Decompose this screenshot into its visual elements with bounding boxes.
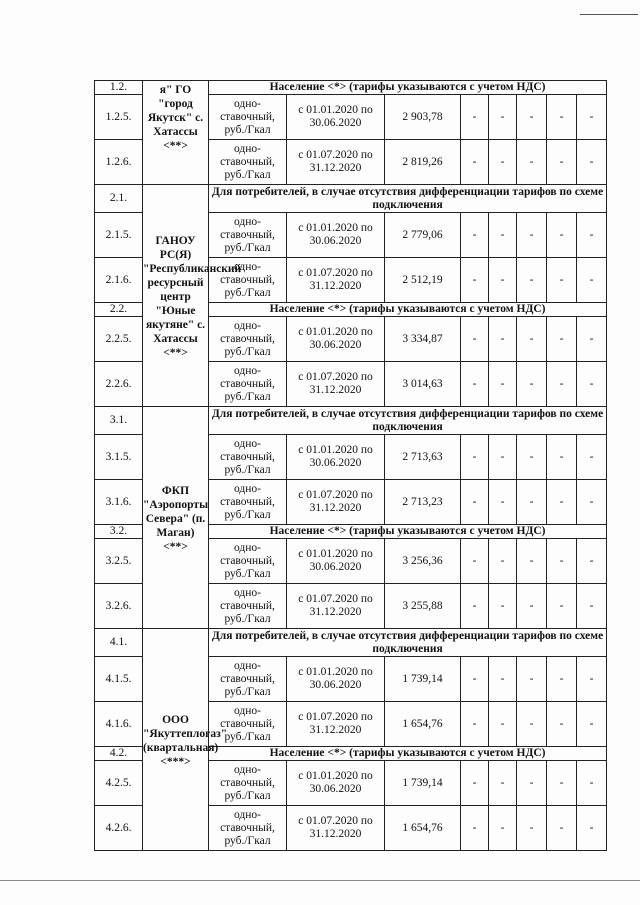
empty-cell-dash: - <box>517 258 547 303</box>
empty-cell-dash: - <box>517 539 547 584</box>
row-number: 3.2.6. <box>95 584 143 629</box>
tariff-unit: одно-ставочный, руб./Гкал <box>209 657 287 702</box>
organization-name: я" ГО "город Якутск" с. Хатассы <**> <box>143 81 209 185</box>
empty-cell-dash: - <box>489 657 517 702</box>
empty-cell-dash: - <box>547 806 577 851</box>
empty-cell-dash: - <box>547 435 577 480</box>
empty-cell-dash: - <box>489 480 517 525</box>
tariff-value: 2 819,26 <box>385 140 461 185</box>
empty-cell-dash: - <box>461 213 489 258</box>
section-header: Население <*> (тарифы указываются с учетом НДС) <box>209 525 607 539</box>
tariff-unit: одно-ставочный, руб./Гкал <box>209 761 287 806</box>
tariff-unit: одно-ставочный, руб./Гкал <box>209 95 287 140</box>
empty-cell-dash: - <box>577 584 607 629</box>
row-number: 2.1.6. <box>95 258 143 303</box>
empty-cell-dash: - <box>489 213 517 258</box>
empty-cell-dash: - <box>461 435 489 480</box>
empty-cell-dash: - <box>517 317 547 362</box>
tariff-period: с 01.01.2020 по 30.06.2020 <box>287 435 385 480</box>
empty-cell-dash: - <box>461 584 489 629</box>
empty-cell-dash: - <box>577 539 607 584</box>
empty-cell-dash: - <box>517 140 547 185</box>
empty-cell-dash: - <box>489 584 517 629</box>
empty-cell-dash: - <box>577 258 607 303</box>
empty-cell-dash: - <box>547 584 577 629</box>
empty-cell-dash: - <box>517 435 547 480</box>
empty-cell-dash: - <box>461 140 489 185</box>
empty-cell-dash: - <box>547 539 577 584</box>
empty-cell-dash: - <box>517 480 547 525</box>
row-number: 3.1.5. <box>95 435 143 480</box>
section-header: Население <*> (тарифы указываются с учетом НДС) <box>209 81 607 95</box>
section-header: Для потребителей, в случае отсутствия дифференциации тарифов по схеме подключения <box>209 629 607 657</box>
organization-name: ООО "Якуттеплогаз" (квартальная) <***> <box>143 629 209 851</box>
tariff-unit: одно-ставочный, руб./Гкал <box>209 702 287 747</box>
row-number: 4.2. <box>95 747 143 761</box>
tariff-period: с 01.01.2020 по 30.06.2020 <box>287 213 385 258</box>
section-header: Для потребителей, в случае отсутствия дифференциации тарифов по схеме подключения <box>209 407 607 435</box>
empty-cell-dash: - <box>547 140 577 185</box>
empty-cell-dash: - <box>489 761 517 806</box>
empty-cell-dash: - <box>489 702 517 747</box>
empty-cell-dash: - <box>517 702 547 747</box>
row-number: 1.2.5. <box>95 95 143 140</box>
row-number: 2.2. <box>95 303 143 317</box>
row-number: 2.2.6. <box>95 362 143 407</box>
empty-cell-dash: - <box>517 95 547 140</box>
empty-cell-dash: - <box>547 95 577 140</box>
tariff-value: 1 654,76 <box>385 702 461 747</box>
empty-cell-dash: - <box>489 258 517 303</box>
empty-cell-dash: - <box>577 362 607 407</box>
tariff-value: 1 739,14 <box>385 761 461 806</box>
empty-cell-dash: - <box>577 95 607 140</box>
empty-cell-dash: - <box>577 806 607 851</box>
empty-cell-dash: - <box>461 761 489 806</box>
tariff-table <box>94 80 607 851</box>
scan-artifact-line <box>580 14 638 15</box>
tariff-period: с 01.01.2020 по 30.06.2020 <box>287 761 385 806</box>
tariff-period: с 01.07.2020 по 31.12.2020 <box>287 480 385 525</box>
empty-cell-dash: - <box>517 761 547 806</box>
empty-cell-dash: - <box>547 362 577 407</box>
empty-cell-dash: - <box>547 317 577 362</box>
tariff-value: 2 713,63 <box>385 435 461 480</box>
section-header: Население <*> (тарифы указываются с учетом НДС) <box>209 747 607 761</box>
empty-cell-dash: - <box>461 657 489 702</box>
empty-cell-dash: - <box>547 657 577 702</box>
row-number: 4.2.6. <box>95 806 143 851</box>
empty-cell-dash: - <box>577 761 607 806</box>
tariff-period: с 01.07.2020 по 31.12.2020 <box>287 584 385 629</box>
organization-name: ГАНОУ РС(Я) "Республиканский ресурсный центр "Юные якутяне" с. Хатассы <**> <box>143 185 209 407</box>
row-number: 1.2. <box>95 81 143 95</box>
empty-cell-dash: - <box>547 213 577 258</box>
empty-cell-dash: - <box>547 761 577 806</box>
empty-cell-dash: - <box>461 480 489 525</box>
empty-cell-dash: - <box>517 806 547 851</box>
empty-cell-dash: - <box>577 213 607 258</box>
empty-cell-dash: - <box>577 657 607 702</box>
row-number: 2.2.5. <box>95 317 143 362</box>
scan-bottom-edge <box>0 880 640 881</box>
section-header-row <box>95 185 607 213</box>
row-number: 1.2.6. <box>95 140 143 185</box>
row-number: 2.1.5. <box>95 213 143 258</box>
row-number: 4.2.5. <box>95 761 143 806</box>
tariff-period: с 01.01.2020 по 30.06.2020 <box>287 95 385 140</box>
empty-cell-dash: - <box>489 806 517 851</box>
section-header-row <box>95 629 607 657</box>
row-number: 4.1.5. <box>95 657 143 702</box>
row-number: 3.1. <box>95 407 143 435</box>
row-number: 3.2.5. <box>95 539 143 584</box>
tariff-unit: одно-ставочный, руб./Гкал <box>209 213 287 258</box>
tariff-unit: одно-ставочный, руб./Гкал <box>209 806 287 851</box>
empty-cell-dash: - <box>489 435 517 480</box>
empty-cell-dash: - <box>461 95 489 140</box>
empty-cell-dash: - <box>461 539 489 584</box>
row-number: 4.1. <box>95 629 143 657</box>
tariff-value: 3 256,36 <box>385 539 461 584</box>
tariff-value: 1 739,14 <box>385 657 461 702</box>
row-number: 2.1. <box>95 185 143 213</box>
section-header-row <box>95 81 607 95</box>
tariff-period: с 01.01.2020 по 30.06.2020 <box>287 317 385 362</box>
tariff-period: с 01.07.2020 по 31.12.2020 <box>287 702 385 747</box>
section-header: Для потребителей, в случае отсутствия дифференциации тарифов по схеме подключения <box>209 185 607 213</box>
tariff-unit: одно-ставочный, руб./Гкал <box>209 539 287 584</box>
empty-cell-dash: - <box>547 258 577 303</box>
tariff-period: с 01.01.2020 по 30.06.2020 <box>287 539 385 584</box>
empty-cell-dash: - <box>577 140 607 185</box>
row-number: 3.1.6. <box>95 480 143 525</box>
row-number: 4.1.6. <box>95 702 143 747</box>
empty-cell-dash: - <box>489 140 517 185</box>
tariff-value: 1 654,76 <box>385 806 461 851</box>
empty-cell-dash: - <box>517 213 547 258</box>
tariff-period: с 01.07.2020 по 31.12.2020 <box>287 258 385 303</box>
organization-name: ФКП "Аэропорты Севера" (п. Маган) <**> <box>143 407 209 629</box>
tariff-unit: одно-ставочный, руб./Гкал <box>209 362 287 407</box>
tariff-value: 2 713,23 <box>385 480 461 525</box>
tariff-period: с 01.07.2020 по 31.12.2020 <box>287 140 385 185</box>
tariff-unit: одно-ставочный, руб./Гкал <box>209 140 287 185</box>
section-header-row <box>95 407 607 435</box>
empty-cell-dash: - <box>577 317 607 362</box>
empty-cell-dash: - <box>577 435 607 480</box>
empty-cell-dash: - <box>489 539 517 584</box>
empty-cell-dash: - <box>547 480 577 525</box>
tariff-value: 3 255,88 <box>385 584 461 629</box>
empty-cell-dash: - <box>461 806 489 851</box>
empty-cell-dash: - <box>517 657 547 702</box>
empty-cell-dash: - <box>461 317 489 362</box>
empty-cell-dash: - <box>461 362 489 407</box>
empty-cell-dash: - <box>461 702 489 747</box>
tariff-value: 2 903,78 <box>385 95 461 140</box>
tariff-period: с 01.07.2020 по 31.12.2020 <box>287 362 385 407</box>
empty-cell-dash: - <box>577 480 607 525</box>
empty-cell-dash: - <box>547 702 577 747</box>
empty-cell-dash: - <box>489 95 517 140</box>
tariff-value: 3 334,87 <box>385 317 461 362</box>
tariff-period: с 01.01.2020 по 30.06.2020 <box>287 657 385 702</box>
tariff-value: 2 779,06 <box>385 213 461 258</box>
tariff-unit: одно-ставочный, руб./Гкал <box>209 317 287 362</box>
empty-cell-dash: - <box>517 362 547 407</box>
empty-cell-dash: - <box>489 317 517 362</box>
tariff-unit: одно-ставочный, руб./Гкал <box>209 584 287 629</box>
empty-cell-dash: - <box>517 584 547 629</box>
tariff-unit: одно-ставочный, руб./Гкал <box>209 480 287 525</box>
tariff-period: с 01.07.2020 по 31.12.2020 <box>287 806 385 851</box>
empty-cell-dash: - <box>461 258 489 303</box>
section-header: Население <*> (тарифы указываются с учетом НДС) <box>209 303 607 317</box>
tariff-unit: одно-ставочный, руб./Гкал <box>209 435 287 480</box>
tariff-unit: одно-ставочный, руб./Гкал <box>209 258 287 303</box>
empty-cell-dash: - <box>577 702 607 747</box>
empty-cell-dash: - <box>489 362 517 407</box>
tariff-value: 2 512,19 <box>385 258 461 303</box>
row-number: 3.2. <box>95 525 143 539</box>
tariff-value: 3 014,63 <box>385 362 461 407</box>
